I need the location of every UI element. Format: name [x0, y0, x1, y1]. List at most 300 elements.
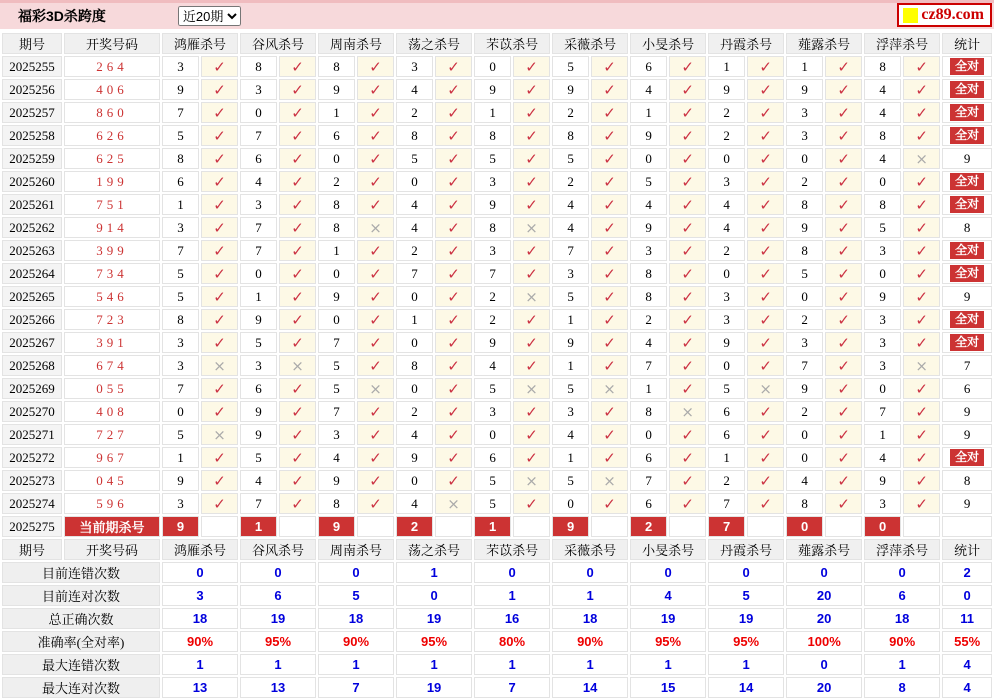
check-icon: ✓	[837, 126, 850, 145]
kill-result-cell	[747, 194, 784, 215]
column-header: 小旻杀号	[630, 33, 706, 54]
kill-result-cell	[825, 171, 862, 192]
check-icon: ✓	[447, 448, 460, 467]
check-icon: ✓	[837, 356, 850, 375]
kill-result-cell	[357, 355, 394, 376]
all-correct-badge: 全对	[950, 81, 984, 98]
kill-result-cell	[825, 102, 862, 123]
kill-number-cell: 3	[864, 309, 901, 330]
kill-number-cell: 6	[708, 424, 745, 445]
kill-result-cell	[669, 194, 706, 215]
kill-result-cell	[357, 148, 394, 169]
current-kill-number-cell: 2	[630, 516, 667, 537]
check-icon: ✓	[291, 494, 304, 513]
summary-label-cell: 目前连错次数	[2, 562, 160, 583]
kill-number-cell: 5	[864, 217, 901, 238]
kill-number-cell: 4	[630, 79, 667, 100]
check-icon: ✓	[837, 241, 850, 260]
kill-result-cell	[201, 171, 238, 192]
check-icon: ✓	[447, 425, 460, 444]
check-icon: ✓	[447, 310, 460, 329]
summary-value-cell: 1	[318, 654, 394, 675]
period-range-select[interactable]	[178, 6, 241, 26]
kill-number-cell: 7	[708, 493, 745, 514]
summary-value-cell: 0	[786, 654, 862, 675]
site-logo[interactable]	[897, 3, 992, 27]
check-icon: ✓	[525, 103, 538, 122]
kill-result-cell	[591, 355, 628, 376]
kill-result-cell	[825, 355, 862, 376]
current-kill-number-cell: 0	[786, 516, 823, 537]
kill-number-cell: 0	[396, 332, 433, 353]
check-icon: ✓	[213, 149, 226, 168]
kill-result-cell	[513, 217, 550, 238]
check-icon: ✓	[915, 218, 928, 237]
kill-number-cell: 3	[552, 263, 589, 284]
summary-value-cell: 0	[162, 562, 238, 583]
kill-number-cell: 1	[318, 240, 355, 261]
kill-result-cell	[279, 332, 316, 353]
summary-value-cell: 1	[708, 654, 784, 675]
kill-result-cell	[357, 424, 394, 445]
kill-number-cell: 5	[240, 332, 277, 353]
period-cell: 2025274	[2, 493, 62, 514]
check-icon: ✓	[369, 425, 382, 444]
column-header: 期号	[2, 539, 62, 560]
check-icon: ✓	[447, 149, 460, 168]
summary-value-cell: 14	[708, 677, 784, 698]
kill-result-cell	[357, 217, 394, 238]
kill-number-cell: 3	[318, 424, 355, 445]
kill-number-cell: 5	[474, 378, 511, 399]
kill-number-cell: 1	[630, 378, 667, 399]
kill-number-cell: 1	[240, 286, 277, 307]
check-icon: ✓	[603, 195, 616, 214]
summary-value-cell: 100%	[786, 631, 862, 652]
column-header: 小旻杀号	[630, 539, 706, 560]
kill-result-cell	[435, 148, 472, 169]
kill-number-cell: 9	[786, 79, 823, 100]
kill-result-cell	[435, 401, 472, 422]
check-icon: ✓	[369, 80, 382, 99]
all-correct-badge: 全对	[950, 127, 984, 144]
winning-number-cell: 751	[64, 194, 160, 215]
kill-result-cell	[357, 493, 394, 514]
kill-number-cell: 5	[552, 56, 589, 77]
kill-result-cell	[591, 102, 628, 123]
cross-icon: ×	[213, 356, 226, 375]
table-row	[2, 56, 992, 77]
kill-result-cell	[201, 378, 238, 399]
check-icon: ✓	[447, 126, 460, 145]
table-row	[2, 309, 992, 330]
kill-number-cell: 9	[552, 332, 589, 353]
kill-result-cell	[825, 332, 862, 353]
kill-number-cell: 3	[708, 309, 745, 330]
check-icon: ✓	[291, 149, 304, 168]
check-icon: ✓	[915, 448, 928, 467]
kill-result-cell	[591, 148, 628, 169]
table-row	[2, 493, 992, 514]
kill-result-cell	[201, 148, 238, 169]
kill-number-cell: 9	[864, 286, 901, 307]
kill-number-cell: 8	[162, 309, 199, 330]
current-kill-number-cell: 1	[474, 516, 511, 537]
check-icon: ✓	[759, 425, 772, 444]
check-icon: ✓	[291, 218, 304, 237]
kill-result-cell	[435, 240, 472, 261]
period-cell: 2025262	[2, 217, 62, 238]
kill-number-cell: 0	[396, 470, 433, 491]
kill-result-cell	[201, 447, 238, 468]
kill-number-cell: 7	[396, 263, 433, 284]
check-icon: ✓	[915, 310, 928, 329]
check-icon: ✓	[369, 195, 382, 214]
kill-number-cell: 2	[786, 401, 823, 422]
check-icon: ✓	[291, 287, 304, 306]
kill-result-cell	[591, 56, 628, 77]
check-icon: ✓	[915, 195, 928, 214]
summary-label-cell: 总正确次数	[2, 608, 160, 629]
check-icon: ✓	[915, 494, 928, 513]
check-icon: ✓	[681, 287, 694, 306]
period-cell: 2025267	[2, 332, 62, 353]
kill-number-cell: 2	[786, 309, 823, 330]
kill-number-cell: 8	[864, 125, 901, 146]
check-icon: ✓	[525, 448, 538, 467]
check-icon: ✓	[213, 126, 226, 145]
kill-result-cell	[591, 240, 628, 261]
current-kill-empty-cell	[591, 516, 628, 537]
kill-number-cell: 3	[396, 56, 433, 77]
table-row	[2, 286, 992, 307]
summary-total-cell: 4	[942, 677, 992, 698]
kill-result-cell	[279, 125, 316, 146]
stat-cell: 9	[942, 286, 992, 307]
cross-icon: ×	[447, 494, 460, 513]
winning-number-cell: 674	[64, 355, 160, 376]
kill-number-cell: 3	[162, 493, 199, 514]
summary-total-cell: 4	[942, 654, 992, 675]
check-icon: ✓	[291, 425, 304, 444]
summary-row	[2, 631, 992, 652]
current-kill-empty-cell	[279, 516, 316, 537]
kill-number-cell: 0	[630, 424, 667, 445]
column-header: 鸿雁杀号	[162, 539, 238, 560]
kill-result-cell	[357, 447, 394, 468]
check-icon: ✓	[447, 195, 460, 214]
kill-number-cell: 4	[864, 102, 901, 123]
check-icon: ✓	[603, 333, 616, 352]
summary-value-cell: 6	[240, 585, 316, 606]
table-row	[2, 355, 992, 376]
check-icon: ✓	[759, 57, 772, 76]
kill-number-cell: 9	[552, 79, 589, 100]
kill-number-cell: 4	[396, 493, 433, 514]
summary-value-cell: 7	[474, 677, 550, 698]
column-header: 开奖号码	[64, 33, 160, 54]
table-row	[2, 424, 992, 445]
kill-result-cell	[669, 240, 706, 261]
kill-number-cell: 5	[162, 263, 199, 284]
kill-result-cell	[591, 401, 628, 422]
summary-value-cell: 5	[708, 585, 784, 606]
kill-result-cell	[201, 355, 238, 376]
kill-result-cell	[747, 493, 784, 514]
kill-result-cell	[747, 102, 784, 123]
kill-number-cell: 8	[396, 355, 433, 376]
kill-number-cell: 9	[240, 424, 277, 445]
kill-number-cell: 0	[708, 263, 745, 284]
period-cell: 2025265	[2, 286, 62, 307]
kill-number-cell: 0	[786, 148, 823, 169]
kill-number-cell: 7	[240, 493, 277, 514]
cross-icon: ×	[525, 471, 538, 490]
check-icon: ✓	[837, 149, 850, 168]
check-icon: ✓	[837, 103, 850, 122]
check-icon: ✓	[291, 471, 304, 490]
check-icon: ✓	[291, 379, 304, 398]
table-row	[2, 263, 992, 284]
check-icon: ✓	[681, 218, 694, 237]
kill-number-cell: 0	[240, 263, 277, 284]
kill-result-cell	[357, 470, 394, 491]
check-icon: ✓	[915, 80, 928, 99]
winning-number-cell: 546	[64, 286, 160, 307]
kill-result-cell	[903, 355, 940, 376]
summary-row	[2, 677, 992, 698]
kill-result-cell	[825, 424, 862, 445]
kill-result-cell	[435, 378, 472, 399]
kill-result-cell	[747, 401, 784, 422]
kill-result-cell	[591, 194, 628, 215]
check-icon: ✓	[213, 448, 226, 467]
table-row	[2, 171, 992, 192]
check-icon: ✓	[915, 264, 928, 283]
kill-result-cell	[513, 102, 550, 123]
kill-number-cell: 6	[474, 447, 511, 468]
winning-number-cell: 264	[64, 56, 160, 77]
kill-result-cell	[669, 79, 706, 100]
kill-result-cell	[435, 194, 472, 215]
check-icon: ✓	[447, 287, 460, 306]
check-icon: ✓	[291, 402, 304, 421]
check-icon: ✓	[447, 356, 460, 375]
check-icon: ✓	[681, 241, 694, 260]
kill-result-cell	[513, 424, 550, 445]
check-icon: ✓	[759, 402, 772, 421]
kill-number-cell: 3	[552, 401, 589, 422]
check-icon: ✓	[759, 448, 772, 467]
kill-result-cell	[747, 217, 784, 238]
all-correct-badge: 全对	[950, 173, 984, 190]
cross-icon: ×	[369, 379, 382, 398]
summary-value-cell: 1	[864, 654, 940, 675]
winning-number-cell: 055	[64, 378, 160, 399]
cross-icon: ×	[213, 425, 226, 444]
winning-number-cell: 914	[64, 217, 160, 238]
column-header: 期号	[2, 33, 62, 54]
check-icon: ✓	[759, 103, 772, 122]
check-icon: ✓	[603, 287, 616, 306]
kill-result-cell	[669, 286, 706, 307]
check-icon: ✓	[525, 310, 538, 329]
period-cell: 2025263	[2, 240, 62, 261]
kill-result-cell	[825, 470, 862, 491]
kill-result-cell	[435, 332, 472, 353]
table-row	[2, 148, 992, 169]
stat-cell	[942, 332, 992, 353]
kill-result-cell	[669, 56, 706, 77]
current-kill-number-cell: 9	[318, 516, 355, 537]
winning-number-cell: 596	[64, 493, 160, 514]
kill-number-cell: 5	[708, 378, 745, 399]
check-icon: ✓	[681, 172, 694, 191]
table-row	[2, 79, 992, 100]
check-icon: ✓	[915, 103, 928, 122]
kill-number-cell: 9	[162, 79, 199, 100]
current-kill-empty-cell	[513, 516, 550, 537]
kill-result-cell	[201, 286, 238, 307]
check-icon: ✓	[447, 402, 460, 421]
kill-number-cell: 1	[552, 447, 589, 468]
period-cell: 2025271	[2, 424, 62, 445]
kill-number-cell: 8	[864, 56, 901, 77]
kill-number-cell: 8	[786, 240, 823, 261]
kill-result-cell	[435, 309, 472, 330]
summary-value-cell: 13	[240, 677, 316, 698]
kill-number-cell: 8	[240, 56, 277, 77]
kill-result-cell	[513, 240, 550, 261]
kill-number-cell: 5	[162, 424, 199, 445]
check-icon: ✓	[759, 310, 772, 329]
check-icon: ✓	[525, 80, 538, 99]
kill-number-cell: 0	[864, 378, 901, 399]
kill-result-cell	[825, 194, 862, 215]
winning-number-cell: 399	[64, 240, 160, 261]
kill-number-cell: 7	[162, 240, 199, 261]
kill-result-cell	[435, 79, 472, 100]
period-cell: 2025264	[2, 263, 62, 284]
check-icon: ✓	[603, 218, 616, 237]
summary-value-cell: 95%	[708, 631, 784, 652]
column-header: 统计	[942, 33, 992, 54]
check-icon: ✓	[759, 333, 772, 352]
summary-value-cell: 90%	[552, 631, 628, 652]
kill-number-cell: 5	[552, 286, 589, 307]
check-icon: ✓	[915, 57, 928, 76]
stat-cell: 6	[942, 378, 992, 399]
check-icon: ✓	[291, 195, 304, 214]
check-icon: ✓	[681, 379, 694, 398]
column-header: 周南杀号	[318, 539, 394, 560]
summary-value-cell: 20	[786, 608, 862, 629]
kill-number-cell: 1	[708, 447, 745, 468]
check-icon: ✓	[759, 241, 772, 260]
kill-number-cell: 5	[162, 125, 199, 146]
kill-number-cell: 1	[318, 102, 355, 123]
kill-number-cell: 4	[864, 148, 901, 169]
kill-result-cell	[669, 470, 706, 491]
kill-number-cell: 9	[474, 194, 511, 215]
period-cell: 2025270	[2, 401, 62, 422]
kill-result-cell	[669, 355, 706, 376]
winning-number-cell: 727	[64, 424, 160, 445]
kill-result-cell	[903, 401, 940, 422]
kill-number-cell: 2	[474, 309, 511, 330]
winning-number-cell: 406	[64, 79, 160, 100]
summary-value-cell: 0	[240, 562, 316, 583]
check-icon: ✓	[759, 195, 772, 214]
stat-cell	[942, 194, 992, 215]
check-icon: ✓	[681, 471, 694, 490]
kill-number-cell: 9	[630, 217, 667, 238]
kill-number-cell: 8	[630, 263, 667, 284]
kill-result-cell	[825, 286, 862, 307]
kill-number-cell: 3	[864, 332, 901, 353]
kill-result-cell	[279, 217, 316, 238]
kill-result-cell	[747, 286, 784, 307]
kill-result-cell	[279, 447, 316, 468]
kill-number-cell: 9	[630, 125, 667, 146]
kill-result-cell	[747, 263, 784, 284]
winning-number-cell: 045	[64, 470, 160, 491]
kill-number-cell: 0	[318, 309, 355, 330]
cross-icon: ×	[525, 379, 538, 398]
kill-number-cell: 2	[786, 171, 823, 192]
kill-number-cell: 3	[240, 79, 277, 100]
kill-number-cell: 5	[474, 493, 511, 514]
kill-number-cell: 2	[552, 171, 589, 192]
kill-number-cell: 3	[474, 240, 511, 261]
kill-number-cell: 9	[162, 470, 199, 491]
kill-number-cell: 6	[708, 401, 745, 422]
kill-result-cell	[903, 470, 940, 491]
check-icon: ✓	[603, 149, 616, 168]
summary-value-cell: 20	[786, 585, 862, 606]
kill-number-cell: 4	[864, 447, 901, 468]
check-icon: ✓	[603, 80, 616, 99]
kill-result-cell	[201, 263, 238, 284]
kill-result-cell	[903, 217, 940, 238]
check-icon: ✓	[525, 126, 538, 145]
kill-result-cell	[747, 447, 784, 468]
kill-number-cell: 1	[786, 56, 823, 77]
kill-result-cell	[591, 493, 628, 514]
kill-result-cell	[669, 125, 706, 146]
kill-number-cell: 6	[630, 447, 667, 468]
summary-value-cell: 0	[786, 562, 862, 583]
kill-result-cell	[669, 148, 706, 169]
check-icon: ✓	[837, 195, 850, 214]
summary-value-cell: 3	[162, 585, 238, 606]
kill-number-cell: 7	[162, 378, 199, 399]
kill-result-cell	[903, 286, 940, 307]
kill-number-cell: 7	[240, 125, 277, 146]
logo-square-icon	[903, 8, 918, 23]
check-icon: ✓	[681, 103, 694, 122]
kill-result-cell	[513, 79, 550, 100]
stat-cell: 8	[942, 470, 992, 491]
kill-result-cell	[903, 424, 940, 445]
check-icon: ✓	[447, 471, 460, 490]
kill-result-cell	[825, 378, 862, 399]
winning-number-cell: 734	[64, 263, 160, 284]
kill-result-cell	[825, 240, 862, 261]
check-icon: ✓	[447, 172, 460, 191]
kill-result-cell	[513, 470, 550, 491]
kill-number-cell: 5	[474, 148, 511, 169]
